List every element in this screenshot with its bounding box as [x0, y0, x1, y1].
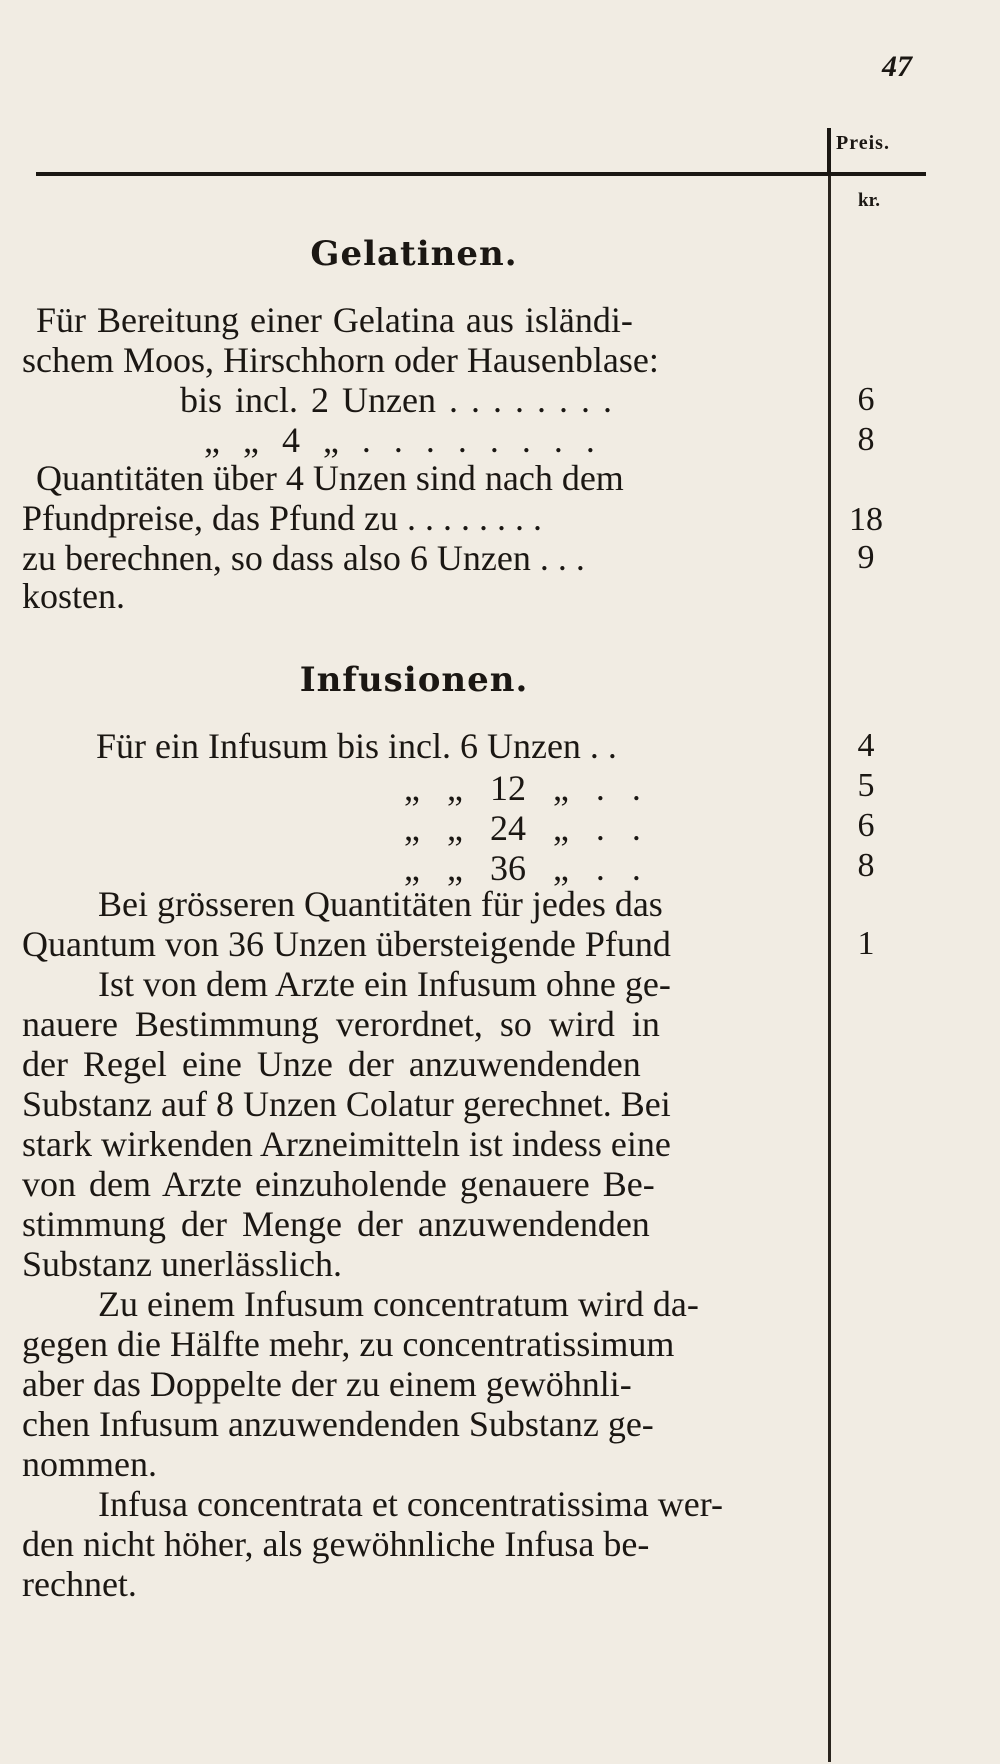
text-line: rechnet.: [22, 1564, 137, 1604]
text-line: Für Bereitung einer Gelatina aus isländi-: [36, 300, 633, 340]
text-line: Quantum von 36 Unzen übersteigende Pfund: [22, 924, 671, 964]
text-line: Substanz auf 8 Unzen Colatur gerechnet. Bei: [22, 1084, 671, 1124]
price-value: 1: [857, 925, 875, 962]
text-line: „ „ 4 „ . . . . . . . .: [204, 420, 595, 460]
price-value: 6: [857, 381, 875, 418]
price-value: 9: [857, 539, 875, 576]
text-line: „ „ 36 „ . .: [404, 848, 641, 888]
text-line: bis incl. 2 Unzen . . . . . . . .: [180, 380, 612, 420]
price-value: 8: [857, 847, 875, 884]
text-line: den nicht höher, als gewöhnliche Infusa be-: [22, 1524, 650, 1564]
text-line: zu berechnen, so dass also 6 Unzen . . .: [22, 538, 585, 578]
header-rule: [36, 172, 926, 176]
text-line: stimmung der Menge der anzuwendenden: [22, 1204, 650, 1244]
price-column-divider: [828, 176, 831, 704]
page-number: 47: [882, 50, 912, 83]
text-line: Substanz unerlässlich.: [22, 1244, 342, 1284]
text-line: schem Moos, Hirschhorn oder Hausenblase:: [22, 340, 659, 380]
preis-column-header: Preis.: [836, 132, 890, 154]
preis-header-rule: [827, 128, 831, 172]
text-line: aber das Doppelte der zu einem gewöhnli-: [22, 1364, 632, 1404]
text-line: Zu einem Infusum concentratum wird da-: [98, 1284, 699, 1324]
text-line: Ist von dem Arzte ein Infusum ohne ge-: [98, 964, 671, 1004]
text-line: nommen.: [22, 1444, 157, 1484]
text-line: der Regel eine Unze der anzuwendenden: [22, 1044, 641, 1084]
kreuzer-unit-header: kr.: [858, 190, 881, 211]
text-line: nauere Bestimmung verordnet, so wird in: [22, 1004, 660, 1044]
text-line: Quantitäten über 4 Unzen sind nach dem: [36, 458, 624, 498]
price-value: 5: [857, 767, 875, 804]
text-line: Pfundpreise, das Pfund zu . . . . . . . .: [22, 498, 542, 538]
price-value: 8: [857, 421, 875, 458]
price-value: 4: [857, 727, 875, 764]
text-line: „ „ 12 „ . .: [404, 768, 641, 808]
section-heading-gelatinen: Gelatinen.: [310, 234, 518, 274]
price-column-divider: [828, 700, 831, 1762]
text-line: chen Infusum anzuwendenden Substanz ge-: [22, 1404, 654, 1444]
price-value: 6: [857, 807, 875, 844]
text-line: von dem Arzte einzuholende genauere Be-: [22, 1164, 655, 1204]
text-line: Bei grösseren Quantitäten für jedes das: [98, 884, 663, 924]
section-heading-infusionen: Infusionen.: [299, 660, 529, 700]
text-line: stark wirkenden Arzneimitteln ist indess eine: [22, 1124, 671, 1164]
text-line: gegen die Hälfte mehr, zu concentratissimum: [22, 1324, 675, 1364]
text-line: „ „ 24 „ . .: [404, 808, 641, 848]
text-line: Infusa concentrata et concentratissima wer-: [98, 1484, 723, 1524]
text-line: kosten.: [22, 576, 125, 616]
price-value: 18: [849, 501, 883, 538]
text-line: Für ein Infusum bis incl. 6 Unzen . .: [96, 726, 617, 766]
